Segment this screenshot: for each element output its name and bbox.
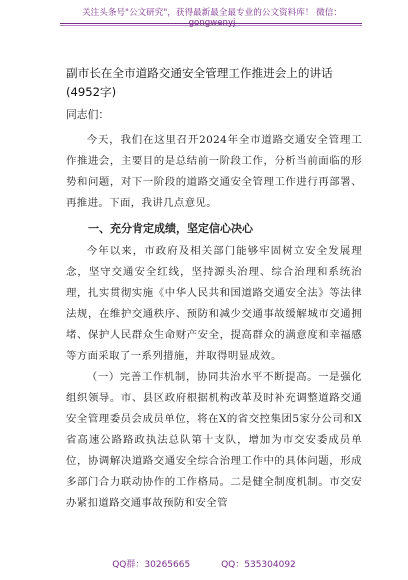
greeting: 同志们：	[66, 108, 110, 121]
intro-paragraph: 今天，我们在这里召开2024年全市道路交通安全管理工作推进会，主要目的是总结前一阶段工作，分析当前面临的形势和问题，对下一阶段的道路交通安全管理工作进行再部署、再推进。下面，我讲几点意见。	[66, 134, 362, 209]
header-banner: 关注头条号"公文研究"，获得最新最全最专业的公文资料库！ 微信：	[82, 8, 342, 18]
document-title: 副市长在全市道路交通安全管理工作推进会上的讲话(4952字)	[66, 66, 333, 99]
header-divider-secondary	[60, 25, 362, 26]
header-divider	[60, 23, 362, 24]
section-heading-1: 一、充分肯定成绩，坚定信心决心	[88, 222, 253, 235]
footer	[0, 557, 408, 570]
section-1-paragraph: （一）完善工作机制，协同共治水平不断提高。一是强化组织领导。市、县区政府根据机构改革及时补充调整道路交通安全管理委员会成员单位，将在X的省交控集团5家分公司和X省高速公路路政执法总队第十支队，增加为市交安委成员单位，协调解决道路交通安全综合治理工作中的具体问题，形成多部门合力联动协作的工作格局。二是健全制度机制。市交安办紧扣道路交通事故预防和安全管	[66, 371, 362, 509]
document-body	[66, 64, 362, 514]
footer-qq: QQ：535304092	[221, 560, 296, 570]
section-1-paragraph: 今年以来，市政府及相关部门能够牢固树立安全发展理念，坚守交通安全红线，坚持源头治理、综合治理和系统治理，扎实贯彻实施《中华人民共和国道路交通安全法》等法律法规，在维护交通秩序、预防和减少交通事故缓解城市交通拥堵、保护人民群众生命财产安全，提高群众的满意度和幸福感等方面采取了一系列措施，并取得明显成效。	[66, 245, 362, 362]
footer-qq-group: QQ群：30265665	[112, 560, 191, 570]
